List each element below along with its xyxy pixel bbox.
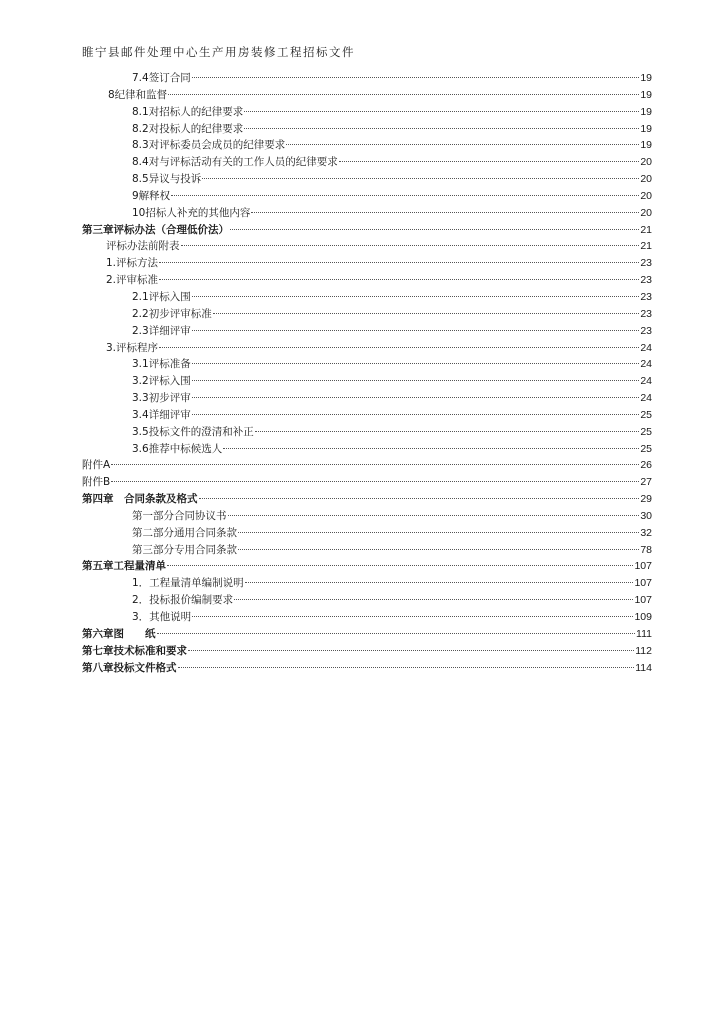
toc-entry-title: 第三部分专用合同条款 xyxy=(132,543,237,556)
toc-entry-title: 第一部分合同协议书 xyxy=(132,509,227,522)
toc-entry-page: 24 xyxy=(640,358,652,371)
toc-entry-title: 7.4签订合同 xyxy=(132,72,191,84)
toc-dot-leader xyxy=(244,128,639,129)
toc-entry-title: 第二部分通用合同条款 xyxy=(132,526,237,539)
toc-entry[interactable] xyxy=(82,424,652,441)
toc-entry-page: 23 xyxy=(640,257,652,270)
toc-entry[interactable] xyxy=(82,474,652,491)
toc-entry[interactable] xyxy=(82,390,652,407)
toc-entry-page: 111 xyxy=(636,627,652,640)
toc-dot-leader xyxy=(238,532,639,533)
toc-entry-page: 25 xyxy=(640,442,652,455)
toc-dot-leader xyxy=(168,94,639,95)
toc-entry-title: 3.6推荐中标候选人 xyxy=(132,442,223,455)
toc-entry[interactable] xyxy=(82,205,652,222)
toc-entry-page: 21 xyxy=(640,223,652,236)
toc-dot-leader xyxy=(192,414,640,415)
toc-entry-page: 23 xyxy=(640,290,652,303)
toc-entry-title: 3.1评标准备 xyxy=(132,358,191,371)
toc-entry-title: 8纪律和监督 xyxy=(108,88,168,101)
toc-entry-page: 107 xyxy=(634,594,652,607)
toc-entry[interactable] xyxy=(82,238,652,255)
toc-entry[interactable] xyxy=(82,592,652,609)
toc-entry-page: 19 xyxy=(640,72,652,84)
toc-entry-page: 107 xyxy=(634,577,652,590)
toc-entry[interactable] xyxy=(82,306,652,323)
toc-entry[interactable] xyxy=(82,154,652,171)
toc-entry-page: 19 xyxy=(640,122,652,135)
toc-entry-page: 78 xyxy=(640,543,652,556)
toc-entry[interactable] xyxy=(82,356,652,373)
toc-dot-leader xyxy=(230,229,639,230)
toc-entry[interactable] xyxy=(82,457,652,474)
toc-entry-title: 8.4对与评标活动有关的工作人员的纪律要求 xyxy=(132,156,338,169)
toc-dot-leader xyxy=(111,481,639,482)
toc-dot-leader xyxy=(223,448,639,449)
toc-entry-title: 9解释权 xyxy=(132,189,171,202)
toc-dot-leader xyxy=(192,380,640,381)
toc-entry[interactable] xyxy=(82,340,652,357)
toc-entry[interactable] xyxy=(82,289,652,306)
toc-entry-page: 107 xyxy=(634,560,652,573)
toc-entry-page: 20 xyxy=(640,173,652,186)
toc-entry[interactable] xyxy=(82,558,652,575)
toc-dot-leader xyxy=(171,195,639,196)
toc-entry[interactable] xyxy=(82,222,652,239)
toc-entry[interactable] xyxy=(82,407,652,424)
toc-dot-leader xyxy=(286,144,639,145)
toc-entry[interactable] xyxy=(82,137,652,154)
toc-entry-title: 附件A xyxy=(82,459,111,472)
toc-entry[interactable] xyxy=(82,491,652,508)
table-of-contents xyxy=(82,70,652,676)
toc-entry-title: 2.2初步评审标准 xyxy=(132,307,212,320)
toc-entry-page: 27 xyxy=(640,476,652,489)
toc-entry-title: 10招标人补充的其他内容 xyxy=(132,206,251,219)
toc-entry[interactable] xyxy=(82,609,652,626)
toc-dot-leader xyxy=(213,313,640,314)
toc-dot-leader xyxy=(178,667,635,668)
toc-entry-page: 29 xyxy=(640,493,652,506)
toc-entry-title: 第三章评标办法（合理低价法） xyxy=(82,223,229,236)
toc-entry-page: 30 xyxy=(640,509,652,522)
toc-dot-leader xyxy=(199,498,640,499)
toc-entry-title: 1.评标方法 xyxy=(106,257,159,270)
toc-entry-page: 109 xyxy=(634,611,652,623)
toc-dot-leader xyxy=(111,464,639,465)
toc-entry[interactable] xyxy=(82,542,652,559)
toc-dot-leader xyxy=(255,431,640,432)
toc-entry-page: 19 xyxy=(640,139,652,152)
toc-entry-title: 第五章工程量清单 xyxy=(82,560,166,573)
toc-entry-page: 24 xyxy=(640,375,652,388)
toc-entry-title: 第八章投标文件格式 xyxy=(82,661,177,674)
toc-entry-page: 23 xyxy=(640,324,652,337)
toc-entry[interactable] xyxy=(82,643,652,660)
toc-entry[interactable] xyxy=(82,626,652,643)
toc-entry-title: 第四章 合同条款及格式 xyxy=(82,493,198,506)
toc-entry-title: 2．投标报价编制要求 xyxy=(132,594,234,607)
toc-dot-leader xyxy=(238,549,639,550)
toc-entry-page: 114 xyxy=(635,661,652,674)
toc-entry-page: 19 xyxy=(640,88,652,101)
toc-dot-leader xyxy=(245,582,634,583)
toc-entry-title: 附件B xyxy=(82,476,111,489)
toc-dot-leader xyxy=(192,616,633,617)
toc-dot-leader xyxy=(159,347,639,348)
toc-entry-page: 24 xyxy=(640,392,652,405)
toc-entry-page: 19 xyxy=(640,105,652,118)
toc-entry[interactable] xyxy=(82,188,652,205)
toc-entry-title: 3.5投标文件的澄清和补正 xyxy=(132,425,254,438)
page-header: 睢宁县邮件处理中心生产用房装修工程招标文件 xyxy=(82,45,355,59)
toc-entry-page: 26 xyxy=(640,459,652,472)
toc-dot-leader xyxy=(202,178,639,179)
toc-entry-title: 3.评标程序 xyxy=(106,341,159,354)
toc-entry-page: 20 xyxy=(640,206,652,219)
toc-entry-title: 8.1对招标人的纪律要求 xyxy=(132,105,244,118)
toc-entry[interactable] xyxy=(82,660,652,677)
toc-entry-title: 1．工程量清单编制说明 xyxy=(132,577,244,590)
toc-entry-title: 评标办法前附表 xyxy=(106,240,180,253)
toc-entry-page: 25 xyxy=(640,425,652,438)
toc-dot-leader xyxy=(244,111,639,112)
toc-entry[interactable] xyxy=(82,272,652,289)
toc-entry-title: 2.评审标准 xyxy=(106,274,159,287)
toc-dot-leader xyxy=(339,161,640,162)
toc-entry-title: 2.3详细评审 xyxy=(132,324,191,337)
toc-entry[interactable] xyxy=(82,104,652,121)
toc-entry-page: 20 xyxy=(640,156,652,169)
toc-dot-leader xyxy=(157,633,636,634)
toc-entry-title: 2.1评标入围 xyxy=(132,290,191,303)
toc-entry[interactable] xyxy=(82,525,652,542)
toc-entry[interactable] xyxy=(82,171,652,188)
toc-entry-title: 8.2对投标人的纪律要求 xyxy=(132,122,244,135)
toc-entry[interactable] xyxy=(82,70,652,87)
toc-dot-leader xyxy=(159,279,639,280)
toc-entry[interactable] xyxy=(82,255,652,272)
toc-entry-page: 24 xyxy=(640,341,652,354)
toc-entry-page: 32 xyxy=(640,526,652,539)
toc-entry[interactable] xyxy=(82,575,652,592)
toc-entry-title: 3.2评标入围 xyxy=(132,375,191,388)
toc-entry[interactable] xyxy=(82,441,652,458)
toc-entry-title: 第七章技术标准和要求 xyxy=(82,644,187,657)
toc-dot-leader xyxy=(192,363,640,364)
toc-dot-leader xyxy=(181,245,640,246)
toc-entry[interactable] xyxy=(82,373,652,390)
toc-dot-leader xyxy=(192,296,640,297)
toc-entry-title: 第六章图 纸 xyxy=(82,627,156,640)
toc-entry-title: 3.3初步评审 xyxy=(132,392,191,405)
toc-entry-title: 3．其他说明 xyxy=(132,611,192,623)
toc-entry[interactable] xyxy=(82,121,652,138)
toc-entry-page: 21 xyxy=(640,240,652,253)
toc-dot-leader xyxy=(192,397,640,398)
toc-entry-title: 8.5异议与投诉 xyxy=(132,173,202,186)
toc-dot-leader xyxy=(192,77,640,78)
toc-entry-page: 23 xyxy=(640,307,652,320)
toc-entry[interactable] xyxy=(82,87,652,104)
toc-dot-leader xyxy=(167,565,633,566)
toc-entry-page: 25 xyxy=(640,408,652,421)
toc-dot-leader xyxy=(192,330,640,331)
toc-dot-leader xyxy=(228,515,640,516)
toc-entry-page: 23 xyxy=(640,274,652,287)
toc-dot-leader xyxy=(159,262,639,263)
toc-dot-leader xyxy=(234,599,633,600)
toc-entry-title: 8.3对评标委员会成员的纪律要求 xyxy=(132,139,286,152)
toc-entry[interactable] xyxy=(82,508,652,525)
toc-entry[interactable] xyxy=(82,323,652,340)
toc-entry-title: 3.4详细评审 xyxy=(132,408,191,421)
toc-entry-page: 112 xyxy=(635,644,652,657)
toc-dot-leader xyxy=(251,212,639,213)
toc-dot-leader xyxy=(188,650,634,651)
toc-entry-page: 20 xyxy=(640,189,652,202)
